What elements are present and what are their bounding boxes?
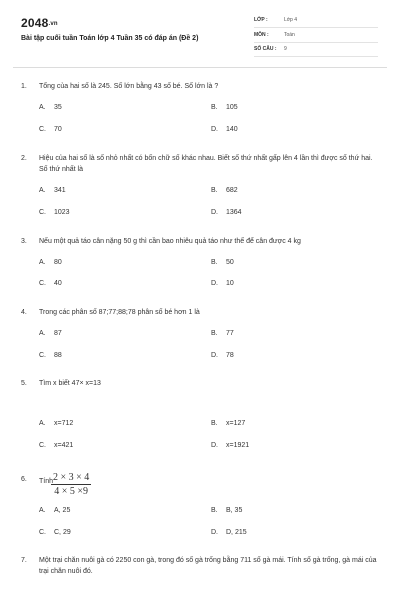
option-d[interactable] <box>211 209 242 216</box>
meta-label: SỐ CÂU : <box>254 46 277 52</box>
option-a[interactable] <box>39 187 66 194</box>
question-text: Trong các phân số 87;77;88;78 phân số bé hơn 1 là <box>39 309 200 316</box>
meta-value: Lớp 4 <box>284 17 298 23</box>
option-letter: D. <box>211 352 218 359</box>
question-number: 2. <box>21 155 27 162</box>
option-letter: D. <box>211 280 218 287</box>
option-letter: C. <box>39 529 46 536</box>
option-letter: B. <box>211 330 218 337</box>
option-a[interactable] <box>39 330 62 337</box>
question-1 <box>21 81 381 133</box>
meta-label: MÔN : <box>254 32 269 38</box>
option-b[interactable] <box>211 187 238 194</box>
option-b[interactable] <box>211 507 242 514</box>
option-letter: C. <box>39 209 46 216</box>
option-text: 88 <box>54 352 62 359</box>
option-letter: C. <box>39 352 46 359</box>
option-text: 50 <box>226 259 234 266</box>
question-stem <box>21 153 381 175</box>
question-text: Nếu một quả táo cân nặng 50 g thì cần bao nhiêu quả táo như thế để cân được 4 kg <box>39 238 301 245</box>
meta-row-subject <box>254 29 378 43</box>
option-letter: B. <box>211 104 218 111</box>
option-d[interactable] <box>211 280 234 287</box>
brand-suffix: .vn <box>48 20 58 27</box>
question-number: 1. <box>21 83 27 90</box>
document-title: Bài tập cuối tuần Toán lớp 4 Tuần 35 có đáp án (Đề 2) <box>21 35 199 42</box>
option-d[interactable] <box>211 442 249 449</box>
question-text: Tính <box>39 478 54 485</box>
option-a[interactable] <box>39 420 73 427</box>
question-stem <box>21 81 381 92</box>
option-letter: C. <box>39 126 46 133</box>
fraction-numerator: 2 × 3 × 4 <box>53 472 90 483</box>
option-text: 1364 <box>226 209 242 216</box>
question-text: Tìm x biết 47× x=13 <box>39 380 101 387</box>
option-d[interactable] <box>211 126 238 133</box>
option-text: x=1921 <box>226 442 250 449</box>
fraction-denominator: 4 × 5 ×9 <box>54 486 89 497</box>
option-text: 682 <box>226 187 238 194</box>
option-text: x=127 <box>226 420 246 427</box>
question-4 <box>21 307 381 359</box>
header-divider <box>13 67 387 68</box>
option-c[interactable] <box>39 209 70 216</box>
meta-value: Toán <box>284 32 295 38</box>
option-d[interactable] <box>211 352 234 359</box>
option-c[interactable] <box>39 442 73 449</box>
option-letter: D. <box>211 529 218 536</box>
option-c[interactable] <box>39 280 62 287</box>
question-text: Hiệu của hai số là số nhỏ nhất có bốn chữ số khác nhau. Biết số thứ nhất gấp lên 4 lần thì được số thứ hai. Số thứ nhất là <box>39 155 373 173</box>
question-3 <box>21 236 381 287</box>
option-c[interactable] <box>39 352 62 359</box>
option-text: x=712 <box>54 420 74 427</box>
option-letter: C. <box>39 280 46 287</box>
option-text: x=421 <box>54 442 74 449</box>
option-letter: D. <box>211 209 218 216</box>
option-text: 341 <box>54 187 66 194</box>
option-b[interactable] <box>211 259 234 266</box>
meta-value: 9 <box>284 46 287 52</box>
question-stem <box>21 307 381 318</box>
option-letter: B. <box>211 259 218 266</box>
option-text: 105 <box>226 104 238 111</box>
question-stem <box>21 236 381 247</box>
question-number: 4. <box>21 309 27 316</box>
option-b[interactable] <box>211 330 234 337</box>
question-number: 7. <box>21 557 27 564</box>
question-5 <box>21 378 381 449</box>
brand-name: 2048 <box>21 16 49 30</box>
option-letter: A. <box>39 330 46 337</box>
option-letter: A. <box>39 104 46 111</box>
option-letter: B. <box>211 420 218 427</box>
option-text: 87 <box>54 330 62 337</box>
question-number: 5. <box>21 380 27 387</box>
option-letter: B. <box>211 187 218 194</box>
option-text: 77 <box>226 330 234 337</box>
option-text: 140 <box>226 126 238 133</box>
option-d[interactable] <box>211 529 247 536</box>
option-text: 10 <box>226 280 234 287</box>
question-7 <box>21 555 381 577</box>
option-a[interactable] <box>39 507 70 514</box>
option-text: 35 <box>54 104 62 111</box>
question-stem <box>21 555 381 577</box>
document-header <box>0 0 400 66</box>
option-text: 70 <box>54 126 62 133</box>
question-text: Một trại chăn nuôi gà có 2250 con gà, trong đó số gà trống bằng 711 số gà mái. Tính số gà trống, gà mái của trại chăn nuôi đó. <box>39 557 377 575</box>
option-letter: C. <box>39 442 46 449</box>
option-text: 78 <box>226 352 234 359</box>
meta-row-class <box>254 14 378 28</box>
option-letter: B. <box>211 507 218 514</box>
meta-label: LỚP : <box>254 17 268 23</box>
option-a[interactable] <box>39 259 62 266</box>
option-text: B, 35 <box>226 507 243 514</box>
question-text: Tổng của hai số là 245. Số lớn bằng 43 số bé. Số lớn là ? <box>39 83 219 90</box>
option-a[interactable] <box>39 104 62 111</box>
question-number: 3. <box>21 238 27 245</box>
option-b[interactable] <box>211 420 245 427</box>
option-text: D, 215 <box>226 529 247 536</box>
option-letter: A. <box>39 507 46 514</box>
option-text: 80 <box>54 259 62 266</box>
option-text: A, 25 <box>54 507 71 514</box>
option-text: C, 29 <box>54 529 71 536</box>
fraction <box>51 472 91 497</box>
option-letter: D. <box>211 126 218 133</box>
option-b[interactable] <box>211 104 238 111</box>
brand-logo[interactable] <box>21 16 58 30</box>
question-stem <box>21 378 381 389</box>
option-letter: D. <box>211 442 218 449</box>
option-letter: A. <box>39 187 46 194</box>
option-text: 40 <box>54 280 62 287</box>
option-letter: A. <box>39 420 46 427</box>
option-text: 1023 <box>54 209 70 216</box>
question-2 <box>21 153 381 216</box>
option-c[interactable] <box>39 529 71 536</box>
question-number: 6. <box>21 476 27 483</box>
option-c[interactable] <box>39 126 62 133</box>
meta-row-question-count <box>254 43 378 57</box>
option-letter: A. <box>39 259 46 266</box>
